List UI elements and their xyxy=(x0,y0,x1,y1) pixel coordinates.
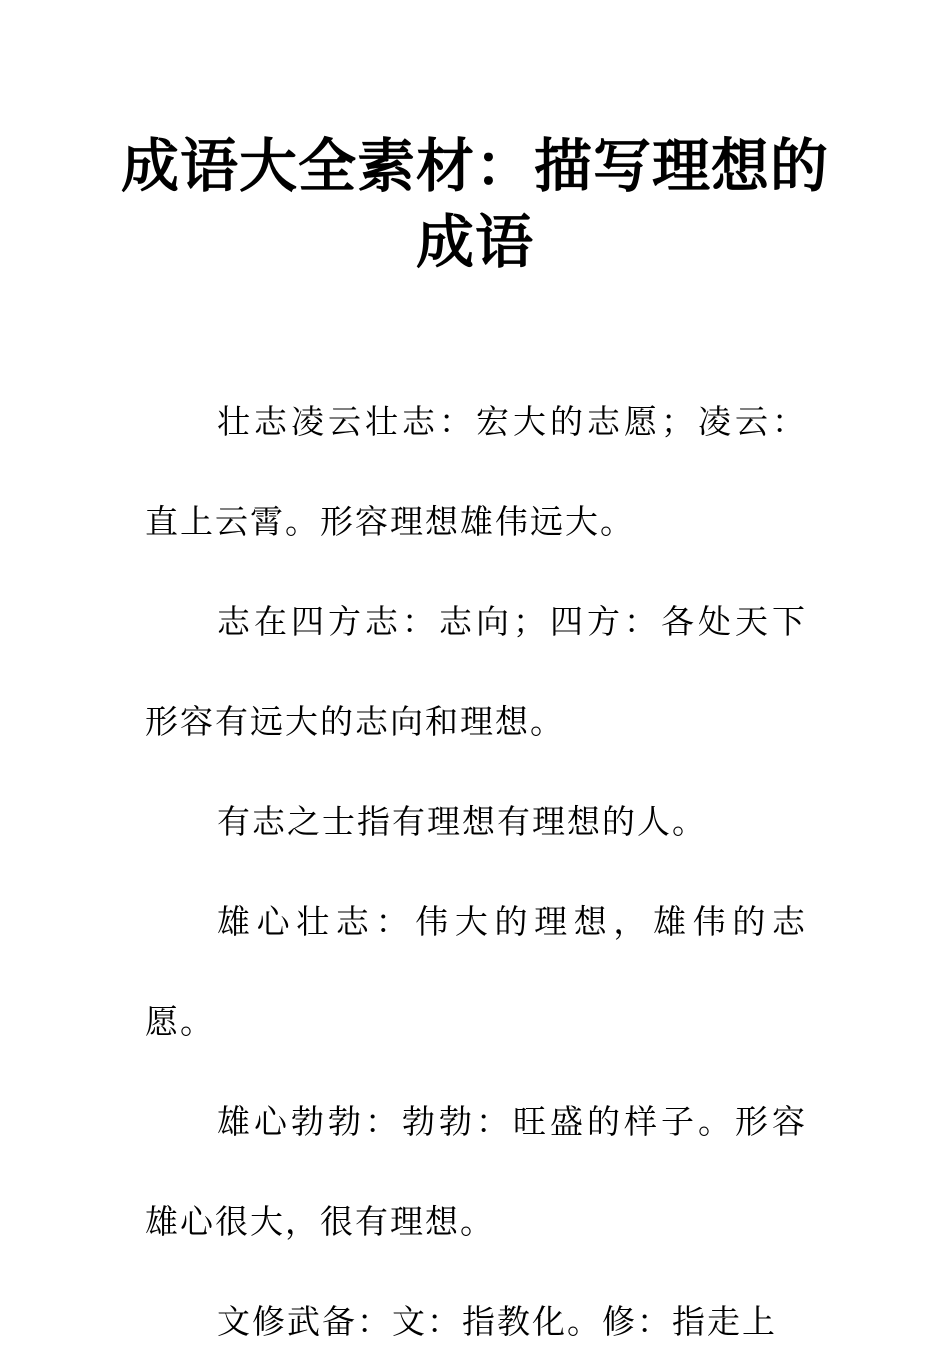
paragraph-zhuangzhi-lingyun: 壮志凌云壮志：宏大的志愿；凌云：直上云霄。形容理想雄伟远大。 xyxy=(145,402,807,541)
paragraph-youzhi-zhishi: 有志之士指有理想有理想的人。 xyxy=(217,802,707,841)
paragraph-zhi-zai-sifang: 志在四方志：志向；四方：各处天下形容有远大的志向和理想。 xyxy=(145,602,807,741)
paragraph-xiongxin-bobo: 雄心勃勃：勃勃：旺盛的样子。形容雄心很大，很有理想。 xyxy=(145,1102,807,1241)
paragraph-wenxiu-wubei: 文修武备：文：指教化。修：指走上 xyxy=(217,1302,777,1341)
document-body xyxy=(145,372,807,1372)
document-title: 成语大全素材：描写理想的成语 xyxy=(120,132,829,276)
paragraph-xiongxin-zhuangzhi: 雄心壮志：伟大的理想，雄伟的志愿。 xyxy=(145,902,807,1041)
